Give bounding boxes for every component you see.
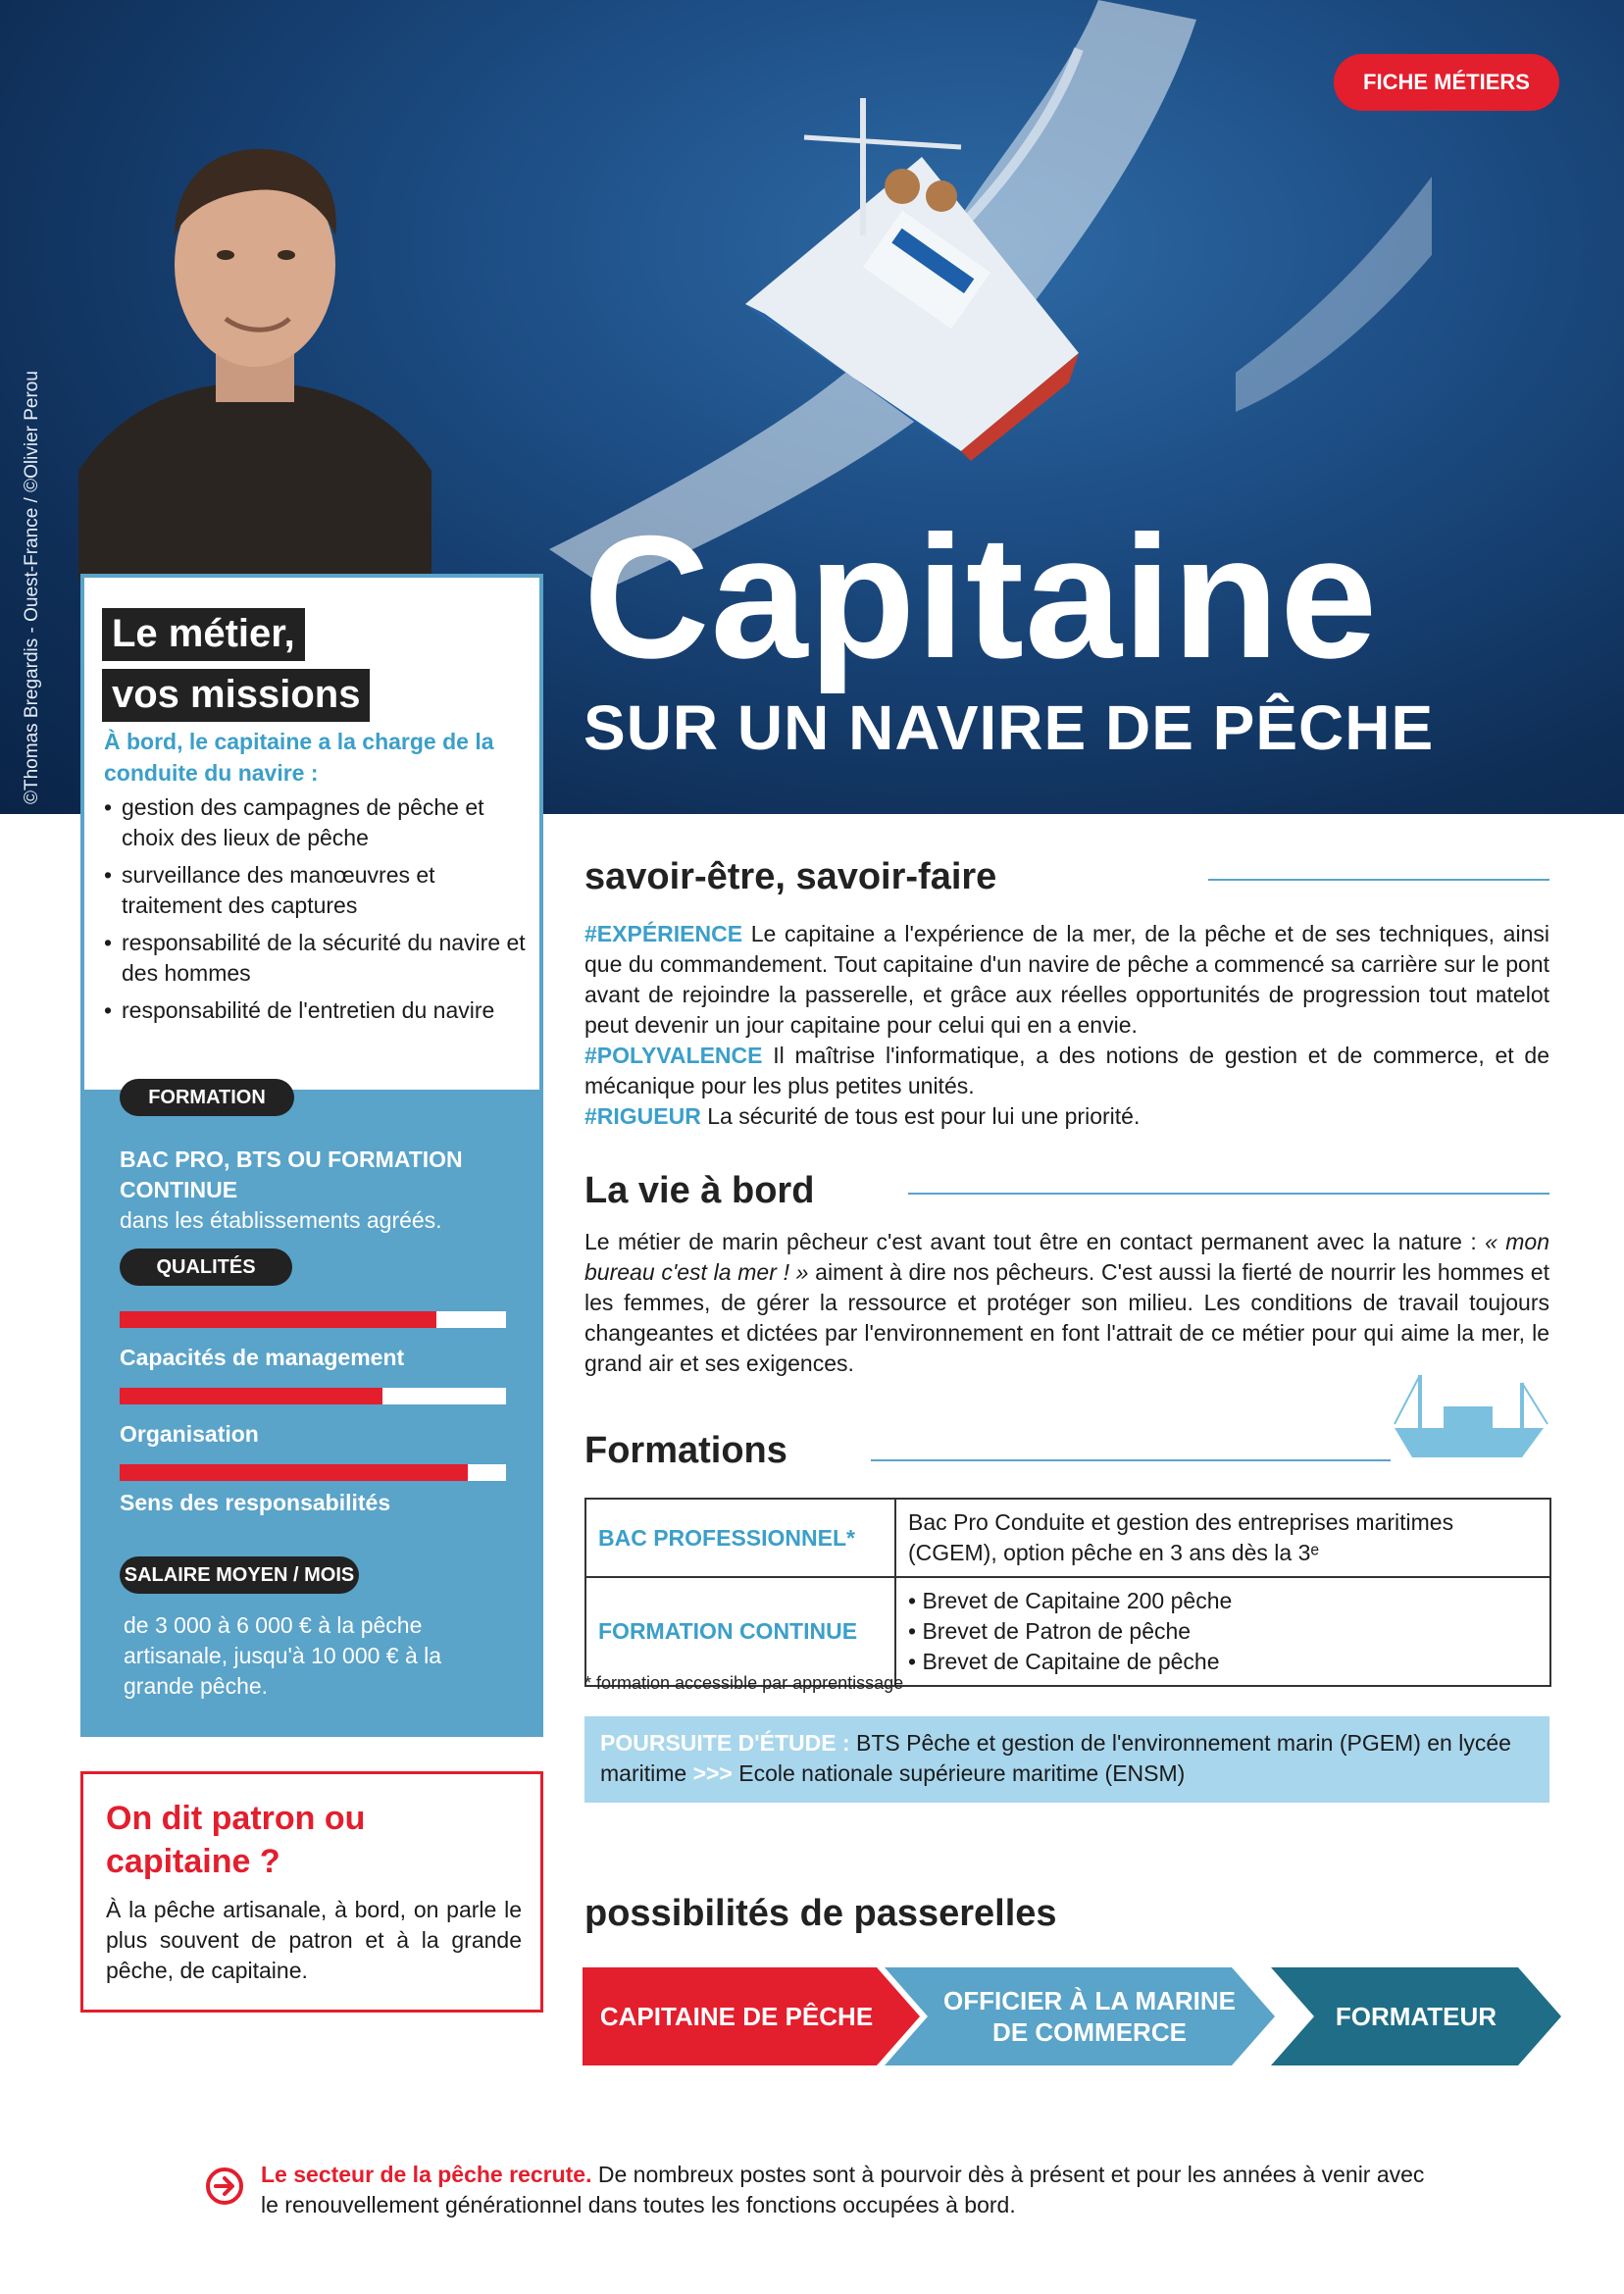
missions-lead: À bord, le capitaine a la charge de la conduite du navire : [104, 729, 494, 786]
captain-portrait-image [78, 118, 431, 579]
passerelle-label-1: CAPITAINE DE PÊCHE [599, 2002, 874, 2031]
list-item: • surveillance des manœuvres et traitement des captures [104, 860, 526, 921]
vie-title: La vie à bord [584, 1170, 815, 1211]
list-item: • Brevet de Patron de pêche [908, 1618, 1192, 1644]
rigueur-text: La sécurité de tous est pour lui une priorité. [700, 1103, 1141, 1129]
trawler-icon [1385, 1369, 1553, 1463]
formations-table [584, 1498, 1551, 1687]
polyvalence-text: Il maîtrise l'informatique, a des notions de gestion et de commerce, et de mécanique pour les plus petites unités. [584, 1043, 1549, 1098]
salaire-text: de 3 000 à 6 000 € à la pêche artisanale, jusqu'à 10 000 € à la grande pêche. [124, 1612, 442, 1699]
list-item: • responsabilité de l'entretien du navire [104, 995, 526, 1026]
missions-tag-line2: vos missions [102, 669, 370, 722]
patron-title: On dit patron ou capitaine ? [106, 1800, 366, 1880]
vie-quote: « mon bureau c'est la mer ! » [584, 1229, 1549, 1285]
table-footnote: * formation accessible par apprentissage [584, 1673, 904, 1693]
quality-bar-fill [120, 1464, 468, 1481]
quality-label-1: Capacités de management [120, 1345, 405, 1370]
quality-bar-fill [120, 1388, 382, 1404]
rigueur-keyword: #RIGUEUR [584, 1103, 701, 1129]
poursuite-keyword: POURSUITE D'ÉTUDE : [600, 1730, 850, 1756]
table-cell-value: Bac Pro Conduite et gestion des entreprises maritimes (CGEM), option pêche en 3 ans dès la 3ᵉ [895, 1499, 1550, 1577]
list-item: • Brevet de Capitaine de pêche [908, 1649, 1220, 1674]
poursuite-text-2: Ecole nationale supérieure maritime (ENSM) [732, 1760, 1186, 1786]
page-subtitle: SUR UN NAVIRE DE PÊCHE [584, 692, 1435, 763]
passerelles-title: possibilités de passerelles [584, 1893, 1057, 1934]
recrute-bold: Le secteur de la pêche recrute. [261, 2162, 592, 2187]
passerelle-label-2: OFFICIER À LA MARINE DE COMMERCE [942, 1986, 1237, 2047]
table-cell-value [895, 1577, 1550, 1686]
savoir-divider [1208, 879, 1549, 881]
poursuite-box [584, 1716, 1549, 1803]
vie-text-1: Le métier de marin pêcheur c'est avant tout être en contact permanent avec la nature : [584, 1229, 1486, 1254]
passerelle-label-3: FORMATEUR [1335, 2002, 1497, 2031]
formations-title: Formations [584, 1430, 787, 1471]
page-title: Capitaine [584, 499, 1379, 694]
vie-text [584, 1227, 1549, 1379]
quality-bar-1 [120, 1311, 506, 1328]
vie-text-2: aiment à dire nos pêcheurs. C'est aussi la fierté de nourrir les hommes et les femmes, de gérer la ressource et protéger son milieu. Les conditions de travail toujours changeantes et dictées par l'environnement en font l'attrait de ce métier pour qui aime la mer, le grand air et ses exigences. [584, 1259, 1549, 1376]
table-cell-label: FORMATION CONTINUE [585, 1577, 895, 1686]
quality-bar-2 [120, 1388, 506, 1404]
fishing-boat-image [706, 59, 1118, 471]
table-cell-label: BAC PROFESSIONNEL* [585, 1499, 895, 1577]
photo-credit: ©Thomas Bregardis - Ouest-France / ©Olivier Perou [22, 371, 42, 804]
quality-bar-fill [120, 1311, 436, 1328]
formation-detail: dans les établissements agréés. [120, 1207, 442, 1233]
savoir-title: savoir-être, savoir-faire [584, 856, 997, 897]
table-row [585, 1577, 1550, 1686]
salaire-label: SALAIRE MOYEN / MOIS [120, 1556, 359, 1594]
missions-tag-line1: Le métier, [102, 608, 305, 661]
patron-text: À la pêche artisanale, à bord, on parle le plus souvent de patron et à la grande pêche, de capitaine. [106, 1897, 522, 1983]
quality-label-2: Organisation [120, 1421, 259, 1447]
formation-bold: BAC PRO, BTS OU FORMATION CONTINUE [120, 1147, 463, 1202]
poursuite-text-1: BTS Pêche et gestion de l'environnement marin (PGEM) en lycée maritime [600, 1730, 1511, 1786]
table-row [585, 1499, 1550, 1577]
savoir-text [584, 919, 1549, 1132]
formation-text [120, 1145, 532, 1236]
poursuite-arrows: >>> [692, 1760, 733, 1786]
list-item: • gestion des campagnes de pêche et choix des lieux de pêche [104, 792, 526, 853]
formations-divider [871, 1459, 1391, 1461]
missions-list [104, 792, 526, 1033]
experience-keyword: #EXPÉRIENCE [584, 921, 743, 946]
qualites-label: QUALITÉS [120, 1249, 292, 1286]
formation-label: FORMATION [120, 1079, 294, 1116]
recrute-detail: De nombreux postes sont à pourvoir dès à présent et pour les années à venir avec le renouvellement générationnel dans toutes les fonctions occupées à bord. [261, 2162, 1425, 2218]
polyvalence-keyword: #POLYVALENCE [584, 1043, 763, 1068]
list-item: • responsabilité de la sécurité du navire et des hommes [104, 928, 526, 989]
fiche-metiers-badge: FICHE MÉTIERS [1334, 54, 1559, 111]
missions-heading [102, 608, 370, 722]
vie-divider [908, 1193, 1549, 1195]
arrow-right-icon [206, 2167, 243, 2205]
quality-label-3: Sens des responsabilités [120, 1490, 391, 1515]
experience-text: Le capitaine a l'expérience de la mer, de la pêche et de ses techniques, ainsi que du commandement. Tout capitaine d'un navire de pêche a commencé sa carrière sur le pont avant de rejoindre la passerelle, et grâce aux réelles opportunités de progression tout matelot peut devenir un jour capitaine pour celui qui en a envie. [584, 921, 1549, 1038]
quality-bar-3 [120, 1464, 506, 1481]
list-item: • Brevet de Capitaine 200 pêche [908, 1588, 1233, 1613]
recrute-text [261, 2160, 1438, 2220]
